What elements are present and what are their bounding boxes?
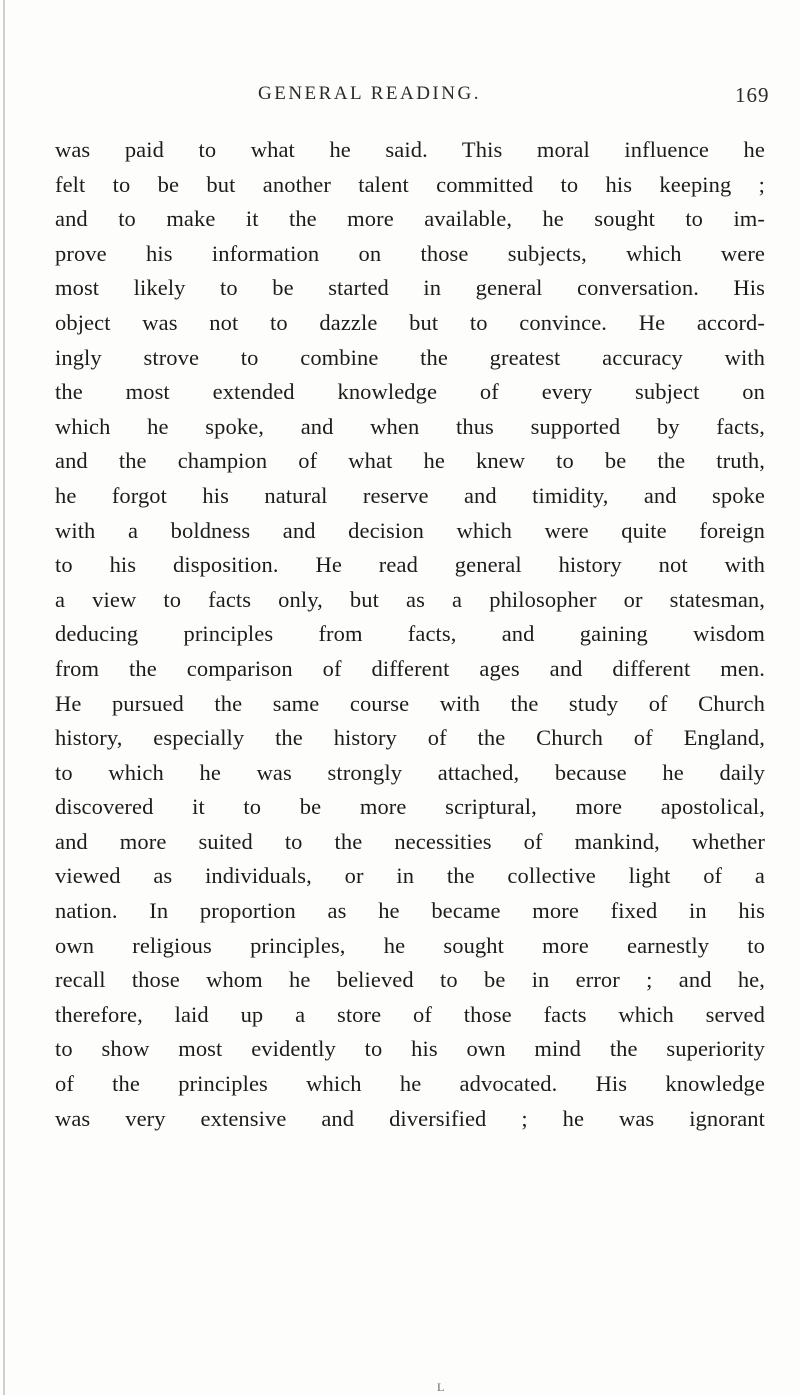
text-line: deducing principles from facts, and gaining wisdom	[55, 621, 765, 647]
text-line: and to make it the more available, he sought to im-	[55, 206, 765, 232]
page-number: 169	[735, 83, 770, 107]
signature-mark: L	[437, 1380, 445, 1394]
page-edge-rule	[3, 0, 5, 1395]
text-line: the most extended knowledge of every subject on	[55, 379, 765, 405]
text-line: He pursued the same course with the study of Church	[55, 690, 765, 716]
text-line: object was not to dazzle but to convince. He accord-	[55, 309, 765, 335]
text-line: viewed as individuals, or in the collective light of a	[55, 863, 765, 889]
text-line: he forgot his natural reserve and timidity, and spoke	[55, 482, 765, 508]
text-line: was very extensive and diversified ; he was ignorant	[55, 1105, 765, 1131]
text-line: of the principles which he advocated. His knowledge	[55, 1071, 765, 1097]
text-line: to which he was strongly attached, because he daily	[55, 759, 765, 785]
text-line: own religious principles, he sought more earnestly to	[55, 932, 765, 958]
text-line: nation. In proportion as he became more fixed in his	[55, 898, 765, 924]
text-line: felt to be but another talent committed to his keeping ;	[55, 171, 765, 197]
text-line: recall those whom he believed to be in error ; and he,	[55, 967, 765, 993]
running-head: GENERAL READING.	[258, 83, 481, 104]
text-line: to his disposition. He read general history not with	[55, 552, 765, 578]
text-line: prove his information on those subjects, which were	[55, 240, 765, 266]
text-line: to show most evidently to his own mind the superiority	[55, 1036, 765, 1062]
text-line: with a boldness and decision which were quite foreign	[55, 517, 765, 543]
text-line: therefore, laid up a store of those facts which served	[55, 1001, 765, 1027]
text-line: a view to facts only, but as a philosopher or statesman,	[55, 586, 765, 612]
text-line: and the champion of what he knew to be the truth,	[55, 448, 765, 474]
text-line: from the comparison of different ages and different men.	[55, 655, 765, 681]
text-line: discovered it to be more scriptural, more apostolical,	[55, 794, 765, 820]
text-line: history, especially the history of the Church of England,	[55, 725, 765, 751]
text-line: ingly strove to combine the greatest accuracy with	[55, 344, 765, 370]
text-line: and more suited to the necessities of mankind, whether	[55, 828, 765, 854]
text-line: most likely to be started in general conversation. His	[55, 275, 765, 301]
text-line: was paid to what he said. This moral influence he	[55, 137, 765, 162]
text-line: which he spoke, and when thus supported by facts,	[55, 413, 765, 439]
body-text	[55, 133, 765, 1136]
